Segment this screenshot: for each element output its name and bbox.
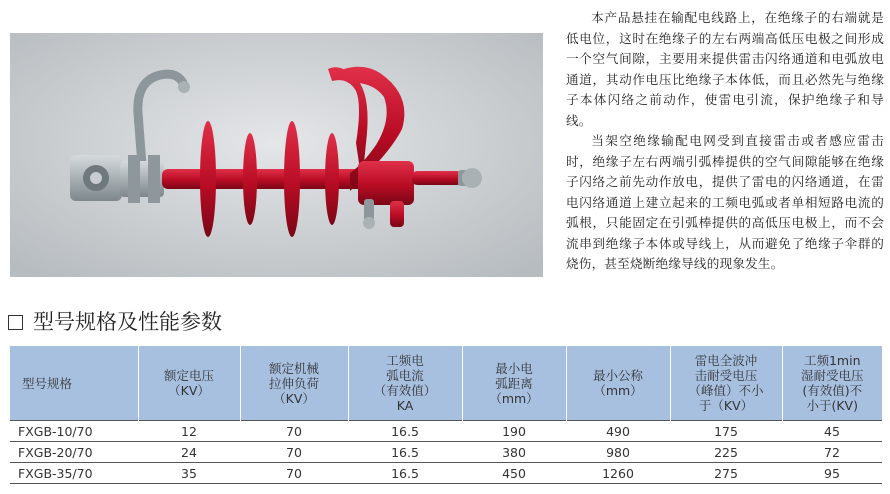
- table-row: [10, 442, 882, 463]
- table-row: [10, 421, 882, 442]
- header-rated-mechanical-load: 额定机械 拉伸负荷 （KV）: [240, 346, 348, 421]
- description-paragraph: 当架空绝缘输配电网受到直接雷击或者感应雷击时，绝缘子左右两端引弧棒提供的空气间隙能够在绝缘子闪络之前先动作放电，提供了雷电的闪络通道，在雷电闪络通道上建立起来的工频电弧或者单相短路电流的弧根，只能固定在引弧棒提供的高低压电极上，而不会流串到绝缘子本体或导线上，从而避免了绝缘子伞群的烧伤，甚至烧断绝缘导线的现象发生。: [566, 133, 884, 271]
- table-cell: 24: [138, 442, 240, 463]
- table-cell: 16.5: [348, 442, 462, 463]
- table-cell: 35: [138, 463, 240, 484]
- table-cell: 95: [782, 463, 882, 484]
- header-rated-voltage: 额定电压 （KV）: [138, 346, 240, 421]
- table-cell: 175: [670, 421, 782, 442]
- table-row: [10, 463, 882, 484]
- table-cell: FXGB-10/70: [10, 421, 138, 442]
- table-cell: FXGB-20/70: [10, 442, 138, 463]
- table-cell: 225: [670, 442, 782, 463]
- spec-table: [10, 346, 882, 484]
- table-cell: 70: [240, 442, 348, 463]
- table-header-row: [10, 346, 882, 421]
- table-cell: 16.5: [348, 421, 462, 442]
- product-description: [566, 8, 884, 275]
- table-cell: 72: [782, 442, 882, 463]
- table-cell: 45: [782, 421, 882, 442]
- header-min-nominal: 最小公称 （mm）: [566, 346, 670, 421]
- table-cell: 980: [566, 442, 670, 463]
- description-paragraph: 本产品悬挂在输配电线路上，在绝缘子的右端就是低电位，这时在绝缘子的左右两端高低压电极之间形成一个空气间隙，主要用来提供雷击闪络通道和电弧放电通道，其动作电压比绝缘子本体低，而且必然先与绝缘子本体闪络之前动作，使雷电引流，保护绝缘子和导线。: [566, 10, 884, 128]
- table-cell: 1260: [566, 463, 670, 484]
- table-cell: 490: [566, 421, 670, 442]
- table-cell: 70: [240, 421, 348, 442]
- checkbox-square-icon: [8, 315, 23, 330]
- table-cell: 190: [462, 421, 566, 442]
- header-lightning-impulse-voltage: 雷电全波冲 击耐受电压 （峰值）不小 于（KV）: [670, 346, 782, 421]
- section-title: 型号规格及性能参数: [33, 310, 222, 334]
- table-cell: 16.5: [348, 463, 462, 484]
- product-photo: [10, 33, 543, 277]
- header-power-frequency-wet-voltage: 工频1min 湿耐受电压 (有效值)不 小于(KV): [782, 346, 882, 421]
- section-heading: [8, 309, 222, 335]
- table-cell: FXGB-35/70: [10, 463, 138, 484]
- table-cell: 70: [240, 463, 348, 484]
- table-cell: 275: [670, 463, 782, 484]
- header-model: 型号规格: [10, 346, 138, 421]
- table-cell: 12: [138, 421, 240, 442]
- header-min-arc-distance: 最小电 弧距离 （mm）: [462, 346, 566, 421]
- table-cell: 450: [462, 463, 566, 484]
- header-power-frequency-arc-current: 工频电 弧电流 （有效值） KA: [348, 346, 462, 421]
- table-cell: 380: [462, 442, 566, 463]
